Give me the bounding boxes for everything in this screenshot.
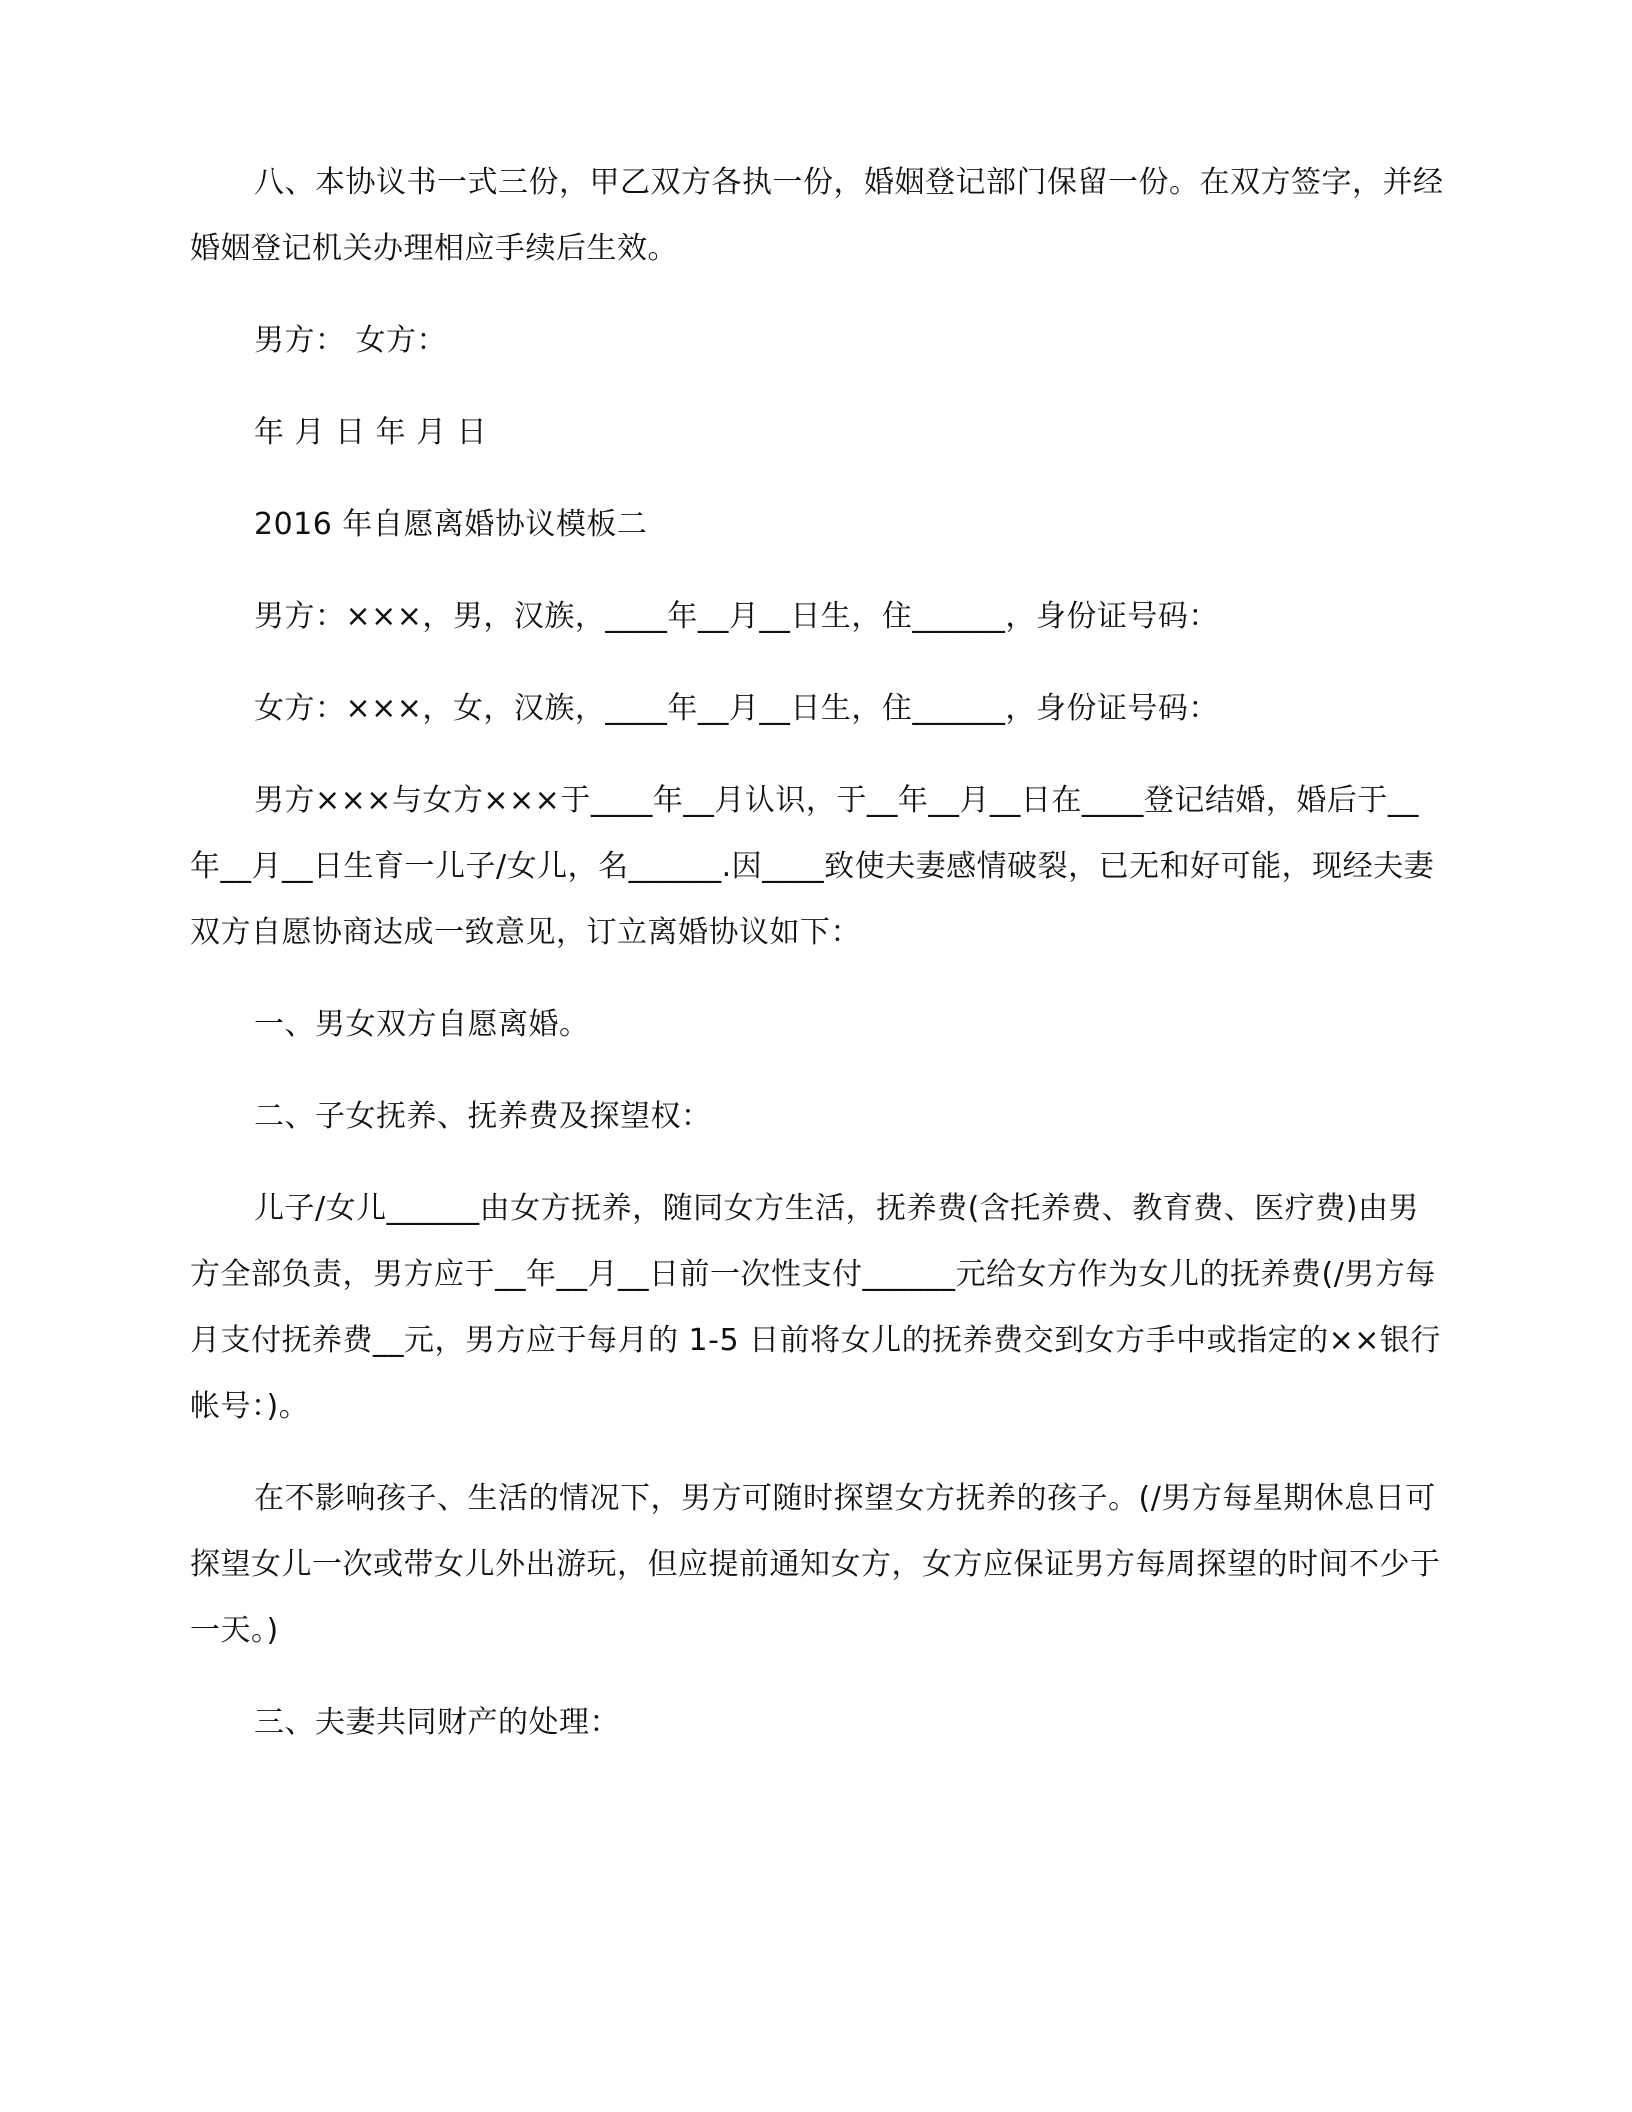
child-support-paragraph: 儿子/女儿______由女方抚养，随同女方生活，抚养费(含托养费、教育费、医疗费)由男方全部负责，男方应于__年__月__日前一次性支付______元给女方作为女儿的抚养费(/男方每月支付抚养费__元，男方应于每月的 1-5 日前将女儿的抚养费交到女方手中或指定的××银行帐号：)。 — [190, 1191, 1441, 1424]
preamble: 男方×××与女方×××于____年__月认识，于__年__月__日在____登记结婚，婚后于__年__月__日生育一儿子/女儿，名______.因____致使夫妻感情破裂，已无和好可能，现经夫妻双方自愿协商达成一致意见，订立离婚协议如下： — [190, 783, 1435, 950]
female-party-info: 女方：×××，女，汉族，____年__月__日生，住______，身份证号码： — [254, 691, 1219, 726]
clause-three-heading: 三、夫妻共同财产的处理： — [254, 1705, 620, 1740]
date-line: 年 月 日 年 月 日 — [254, 415, 488, 450]
template-title: 2016 年自愿离婚协议模板二 — [254, 507, 648, 542]
visitation-paragraph: 在不影响孩子、生活的情况下，男方可随时探望女方抚养的孩子。(/男方每星期休息日可探望女儿一次或带女儿外出游玩，但应提前通知女方，女方应保证男方每周探望的时间不少于一天。) — [190, 1481, 1441, 1648]
document-page — [190, 150, 1445, 1782]
clause-two-heading: 二、子女抚养、抚养费及探望权： — [254, 1099, 712, 1134]
clause-eight: 八、本协议书一式三份，甲乙双方各执一份，婚姻登记部门保留一份。在双方签字，并经婚姻登记机关办理相应手续后生效。 — [190, 165, 1444, 266]
male-party-info: 男方：×××，男，汉族，____年__月__日生，住______，身份证号码： — [254, 599, 1219, 634]
clause-one: 一、男女双方自愿离婚。 — [254, 1007, 590, 1042]
signature-line: 男方： 女方： — [254, 323, 448, 358]
